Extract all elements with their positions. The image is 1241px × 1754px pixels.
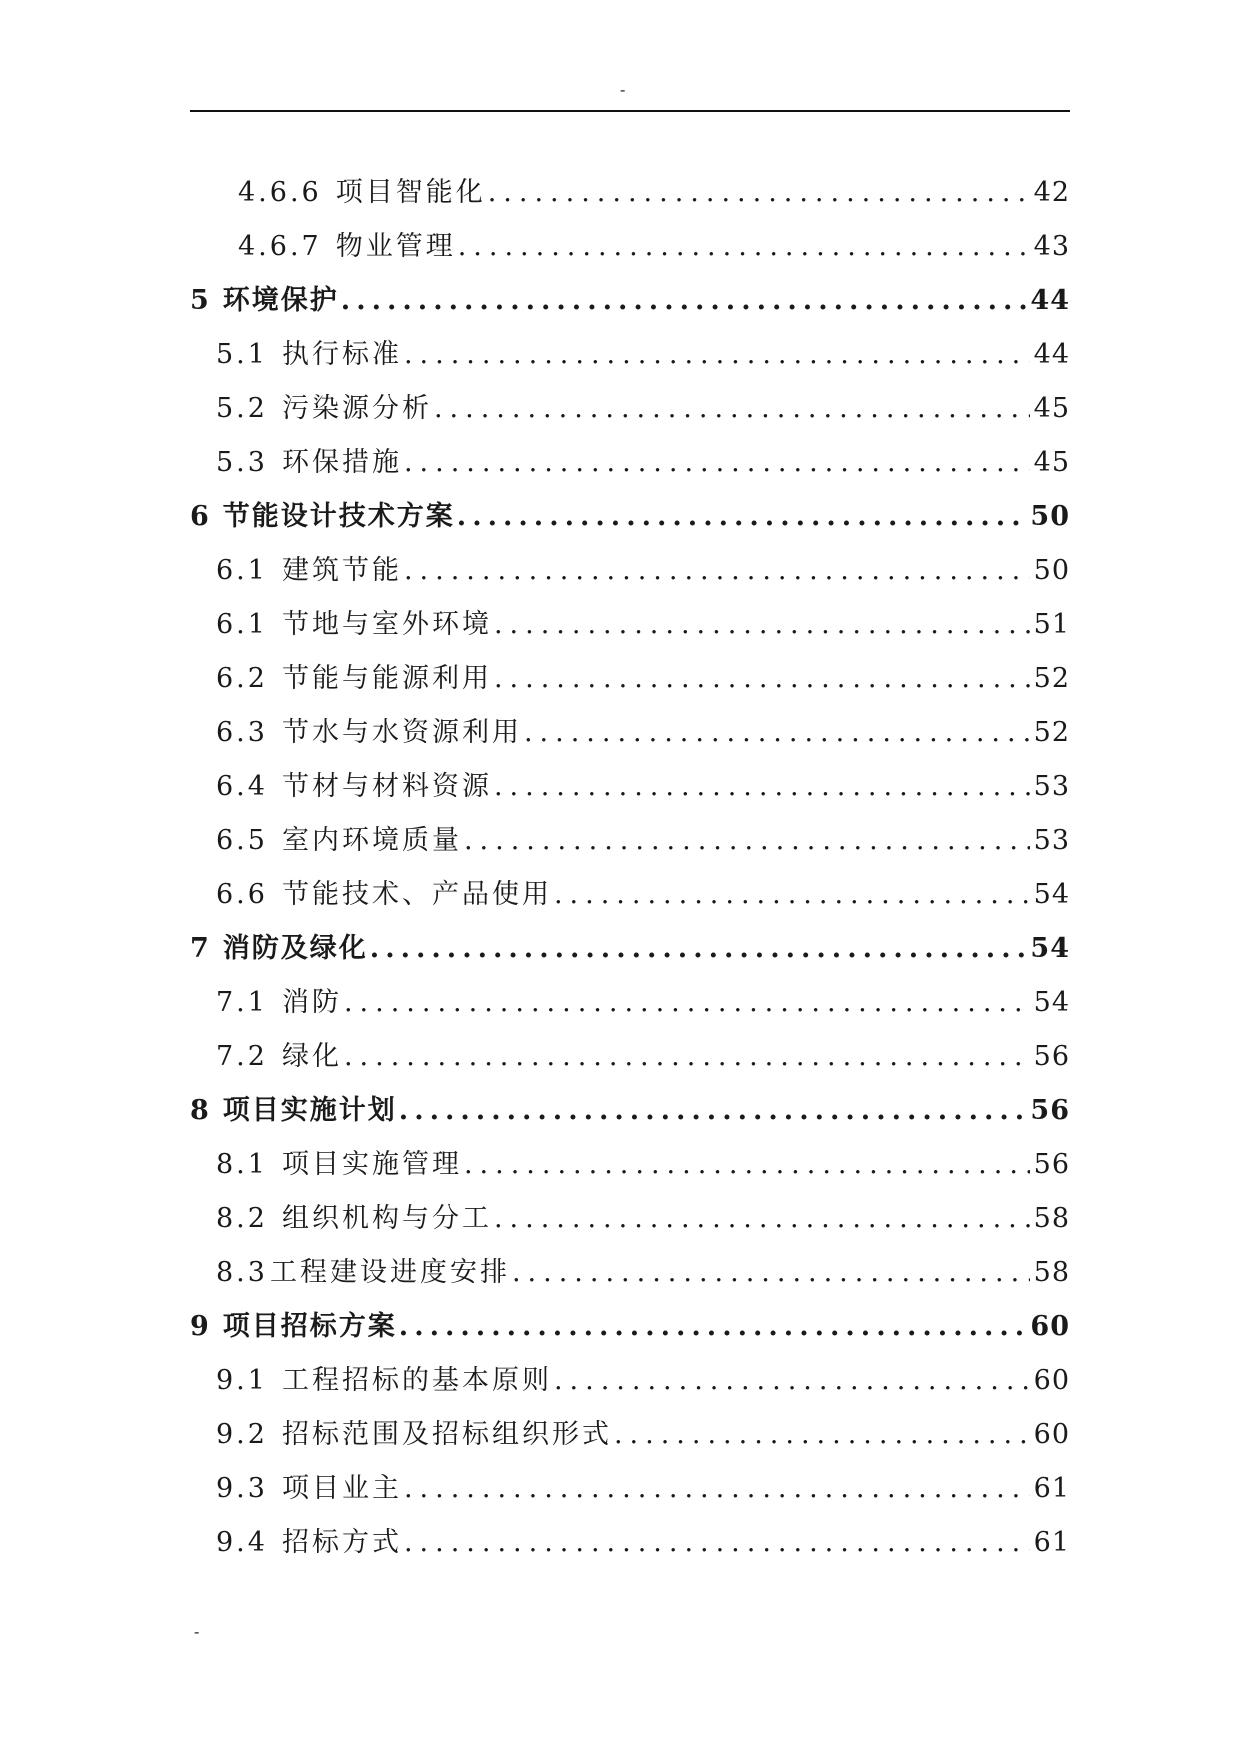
toc-dot-leader: [404, 1462, 1030, 1516]
toc-number: 8.2: [216, 1203, 268, 1234]
toc-number: 5.1: [216, 339, 268, 370]
toc-dot-leader: [404, 328, 1030, 382]
toc-entry-9-4[interactable]: [190, 1516, 1070, 1570]
toc-title: 环境保护: [222, 285, 339, 316]
toc-number: 5.2: [216, 393, 268, 424]
toc-title: 建筑节能: [281, 555, 402, 586]
toc-entry-7-1[interactable]: [190, 976, 1070, 1030]
toc-page-number: 54: [1030, 933, 1070, 964]
toc-title: 消防及绿化: [222, 933, 368, 964]
toc-page-number: 56: [1030, 1095, 1070, 1126]
toc-title: 招标方式: [281, 1527, 402, 1558]
toc-number: 6.6: [216, 879, 268, 910]
toc-title: 节地与室外环境: [281, 609, 492, 640]
toc-dot-leader: [488, 166, 1030, 220]
toc-dot-leader: [512, 1246, 1030, 1300]
toc-page-number: 50: [1030, 501, 1070, 532]
toc-page-number: 45: [1033, 447, 1070, 478]
toc-page-number: 45: [1033, 393, 1070, 424]
toc-entry-6-1[interactable]: [190, 544, 1070, 598]
toc-dot-leader: [404, 544, 1030, 598]
toc-dot-leader: [399, 1300, 1027, 1354]
toc-page-number: 44: [1033, 339, 1070, 370]
toc-page-number: 56: [1033, 1041, 1070, 1072]
toc-number: 9.2: [216, 1419, 268, 1450]
toc-dot-leader: [614, 1408, 1030, 1462]
toc-entry-5[interactable]: [190, 274, 1070, 328]
toc-dot-leader: [464, 1138, 1030, 1192]
toc-title: 节能设计技术方案: [222, 501, 455, 532]
toc-page-number: 53: [1033, 825, 1070, 856]
toc-dot-leader: [370, 922, 1027, 976]
header-mark: -: [620, 80, 626, 99]
toc-dot-leader: [404, 436, 1030, 490]
toc-entry-6[interactable]: [190, 490, 1070, 544]
toc-dot-leader: [464, 814, 1030, 868]
toc-entry-6-4[interactable]: [190, 760, 1070, 814]
toc-number: 7.2: [216, 1041, 268, 1072]
toc-page-number: 60: [1030, 1311, 1070, 1342]
toc-dot-leader: [494, 598, 1030, 652]
toc-dot-leader: [344, 1030, 1030, 1084]
toc-number: 7.1: [216, 987, 268, 1018]
toc-title: 组织机构与分工: [281, 1203, 492, 1234]
toc-page-number: 51: [1033, 609, 1070, 640]
toc-entry-6-2[interactable]: [190, 652, 1070, 706]
toc-title: 项目业主: [281, 1473, 402, 1504]
toc-entry-5-1[interactable]: [190, 328, 1070, 382]
toc-page-number: 61: [1033, 1473, 1070, 1504]
toc-dot-leader: [457, 490, 1027, 544]
toc-entry-9[interactable]: [190, 1300, 1070, 1354]
toc-page-number: 54: [1033, 879, 1070, 910]
toc-entry-8-2[interactable]: [190, 1192, 1070, 1246]
toc-number: 6.1: [216, 555, 268, 586]
toc-entry-4-6-7[interactable]: [190, 220, 1070, 274]
toc-entry-4-6-6[interactable]: [190, 166, 1070, 220]
toc-title: 项目智能化: [335, 177, 486, 208]
toc-dot-leader: [458, 220, 1030, 274]
toc-dot-leader: [344, 976, 1030, 1030]
toc-page-number: 54: [1033, 987, 1070, 1018]
toc-number: 9.1: [216, 1365, 268, 1396]
toc-entry-5-3[interactable]: [190, 436, 1070, 490]
toc-entry-7-2[interactable]: [190, 1030, 1070, 1084]
toc-entry-8-3[interactable]: [190, 1246, 1070, 1300]
toc-entry-6-3[interactable]: [190, 706, 1070, 760]
toc-number: 5.3: [216, 447, 268, 478]
toc-title: 项目招标方案: [222, 1311, 397, 1342]
toc-entry-6-6[interactable]: [190, 868, 1070, 922]
toc-title: 执行标准: [281, 339, 402, 370]
toc-number: 4.6.6: [238, 177, 322, 208]
toc-page-number: 43: [1033, 231, 1070, 262]
toc-page-number: 42: [1033, 177, 1070, 208]
toc-title: 节能技术、产品使用: [281, 879, 552, 910]
toc-page-number: 52: [1033, 663, 1070, 694]
toc-number: 7: [190, 933, 211, 964]
toc-number: 8.3: [216, 1257, 268, 1288]
toc-number: 9.3: [216, 1473, 268, 1504]
toc-number: 4.6.7: [238, 231, 322, 262]
toc-page-number: 60: [1033, 1365, 1070, 1396]
footer-mark: -: [194, 1622, 200, 1641]
toc-title: 室内环境质量: [281, 825, 462, 856]
toc-dot-leader: [341, 274, 1027, 328]
toc-entry-9-1[interactable]: [190, 1354, 1070, 1408]
toc-number: 6.2: [216, 663, 268, 694]
toc-entry-6-5[interactable]: [190, 814, 1070, 868]
toc-entry-9-2[interactable]: [190, 1408, 1070, 1462]
toc-number: 6: [190, 501, 211, 532]
toc-title: 节水与水资源利用: [281, 717, 522, 748]
toc-number: 9.4: [216, 1527, 268, 1558]
toc-page-number: 61: [1033, 1527, 1070, 1558]
toc-dot-leader: [554, 1354, 1030, 1408]
toc-dot-leader: [404, 1516, 1030, 1570]
toc-page-number: 56: [1033, 1149, 1070, 1180]
toc-entry-7[interactable]: [190, 922, 1070, 976]
toc-page-number: 58: [1033, 1203, 1070, 1234]
toc-page-number: 53: [1033, 771, 1070, 802]
toc-number: 6.4: [216, 771, 268, 802]
toc-entry-6-1-b[interactable]: [190, 598, 1070, 652]
toc-title: 节材与材料资源: [281, 771, 492, 802]
toc-entry-5-2[interactable]: [190, 382, 1070, 436]
toc-number: 6.5: [216, 825, 268, 856]
toc-title: 节能与能源利用: [281, 663, 492, 694]
toc-title: 绿化: [281, 1041, 342, 1072]
toc-number: 5: [190, 285, 211, 316]
toc-number: 8: [190, 1095, 211, 1126]
toc-dot-leader: [399, 1084, 1027, 1138]
toc-page-number: 52: [1033, 717, 1070, 748]
header-rule: [190, 110, 1070, 112]
toc-entry-8[interactable]: [190, 1084, 1070, 1138]
toc-page-number: 44: [1030, 285, 1070, 316]
toc-dot-leader: [554, 868, 1030, 922]
toc-entry-8-1[interactable]: [190, 1138, 1070, 1192]
toc-title: 招标范围及招标组织形式: [281, 1419, 612, 1450]
toc-title: 工程招标的基本原则: [281, 1365, 552, 1396]
toc-entry-9-3[interactable]: [190, 1462, 1070, 1516]
toc-title: 环保措施: [281, 447, 402, 478]
toc-number: 6.3: [216, 717, 268, 748]
toc-number: 9: [190, 1311, 211, 1342]
toc-dot-leader: [494, 760, 1030, 814]
toc-title: 项目实施计划: [222, 1095, 397, 1126]
toc-title: 工程建设进度安排: [269, 1257, 510, 1288]
toc-dot-leader: [494, 1192, 1030, 1246]
toc-page-number: 60: [1033, 1419, 1070, 1450]
table-of-contents: [190, 166, 1070, 1570]
toc-number: 8.1: [216, 1149, 268, 1180]
toc-page-number: 58: [1033, 1257, 1070, 1288]
toc-page-number: 50: [1033, 555, 1070, 586]
toc-number: 6.1: [216, 609, 268, 640]
toc-dot-leader: [494, 652, 1030, 706]
toc-dot-leader: [524, 706, 1030, 760]
toc-title: 污染源分析: [281, 393, 432, 424]
toc-title: 消防: [281, 987, 342, 1018]
toc-dot-leader: [434, 382, 1030, 436]
toc-title: 物业管理: [335, 231, 456, 262]
toc-title: 项目实施管理: [281, 1149, 462, 1180]
